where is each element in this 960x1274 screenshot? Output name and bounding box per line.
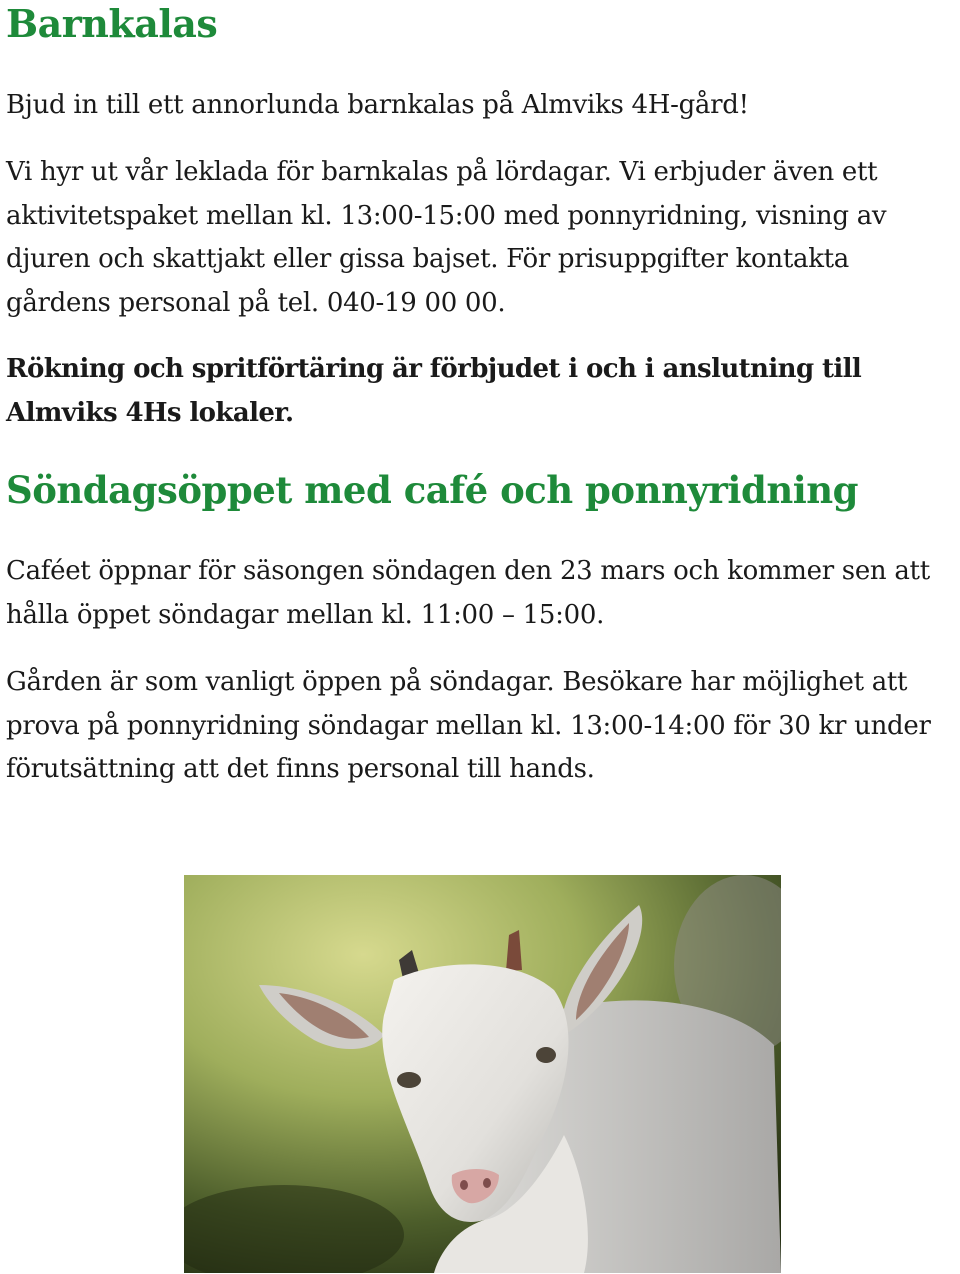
barnkalas-rental-info: Vi hyr ut vår leklada för barnkalas på lördagar. Vi erbjuder även ett aktivitetspaket mellan kl. 13:00-15:00 med ponnyridning, visning av djuren och skattjakt eller gissa bajset. För prisuppgifter kontakta gårdens personal på tel. 040-19 00 00. xyxy=(6,157,887,318)
sundays-heading: Söndagsöppet med café och ponnyridning xyxy=(6,468,859,512)
goat-illustration xyxy=(184,875,781,1273)
barnkalas-rules: Rökning och spritförtäring är förbjudet i och i anslutning till Almviks 4Hs lokaler. xyxy=(6,354,862,428)
barnkalas-intro: Bjud in till ett annorlunda barnkalas på Almviks 4H-gård! xyxy=(6,90,749,120)
cafe-opening-info: Caféet öppnar för säsongen söndagen den 23 mars och kommer sen att hålla öppet söndagar mellan kl. 11:00 – 15:00. xyxy=(6,556,930,630)
goat-photo xyxy=(184,875,781,1273)
barnkalas-heading: Barnkalas xyxy=(6,1,218,46)
pony-riding-info: Gården är som vanligt öppen på söndagar. Besökare har möjlighet att prova på ponnyridning söndagar mellan kl. 13:00-14:00 för 30 kr under förutsättning att det finns personal till hands. xyxy=(6,667,931,784)
